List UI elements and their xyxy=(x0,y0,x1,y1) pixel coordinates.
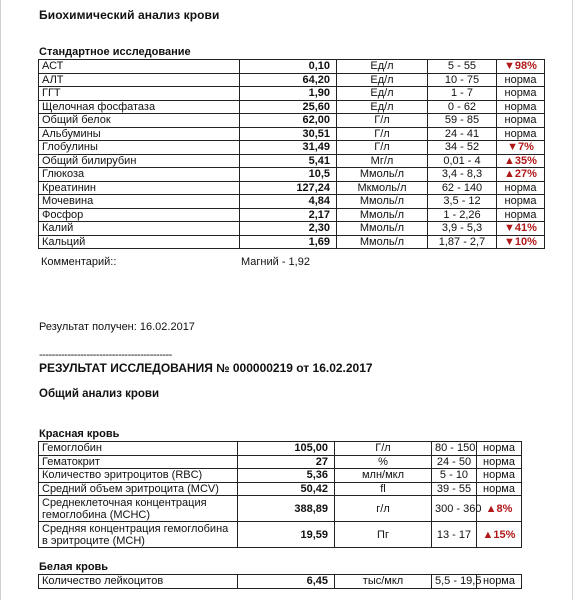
cbc-title: Общий анализ крови xyxy=(39,388,160,400)
test-name-cell: АСТ xyxy=(39,60,240,74)
table-row xyxy=(39,100,545,114)
test-unit-cell: г/л xyxy=(335,496,432,522)
comment-text: Магний - 1,92 xyxy=(241,256,310,268)
status-flag-cell: норма xyxy=(497,181,545,195)
status-flag-cell: норма xyxy=(477,575,522,589)
reference-range-cell: 10 - 75 xyxy=(428,73,497,87)
test-unit-cell: Г/л xyxy=(335,442,432,456)
table-row xyxy=(39,60,545,74)
test-value-cell: 25,60 xyxy=(240,100,337,114)
test-value-cell: 6,45 xyxy=(238,575,335,589)
test-value-cell: 5,36 xyxy=(238,469,335,483)
table-row xyxy=(39,235,545,249)
test-value-cell: 105,00 xyxy=(238,442,335,456)
table-row xyxy=(39,73,545,87)
reference-range-cell: 59 - 85 xyxy=(428,114,497,128)
test-value-cell: 4,84 xyxy=(240,195,337,209)
test-value-cell: 1,69 xyxy=(240,235,337,249)
status-flag-cell: ▼10% xyxy=(497,235,545,249)
test-unit-cell: Мкмоль/л xyxy=(337,181,428,195)
table-row xyxy=(39,496,522,522)
status-flag-cell: норма xyxy=(477,482,522,496)
status-flag-cell: норма xyxy=(497,73,545,87)
test-unit-cell: тыс/мкл xyxy=(335,575,432,589)
test-unit-cell: Ммоль/л xyxy=(337,208,428,222)
test-unit-cell: Мг/л xyxy=(337,154,428,168)
test-name-cell: Фосфор xyxy=(39,208,240,222)
test-name-cell: АЛТ xyxy=(39,73,240,87)
test-value-cell: 30,51 xyxy=(240,127,337,141)
red-blood-section-label: Красная кровь xyxy=(39,428,120,440)
biochem-section-label: Стандартное исследование xyxy=(39,46,191,58)
test-name-cell: Гематокрит xyxy=(39,455,238,469)
table-row xyxy=(39,455,522,469)
biochem-title: Биохимический анализ крови xyxy=(39,8,220,22)
result-heading: РЕЗУЛЬТАТ ИССЛЕДОВАНИЯ № 000000219 от 16.02.2017 xyxy=(39,361,373,375)
table-row xyxy=(39,195,545,209)
test-unit-cell: Г/л xyxy=(337,114,428,128)
test-unit-cell: Ед/л xyxy=(337,60,428,74)
table-row xyxy=(39,87,545,101)
reference-range-cell: 0,01 - 4 xyxy=(428,154,497,168)
test-unit-cell: млн/мкл xyxy=(335,469,432,483)
test-unit-cell: Ммоль/л xyxy=(337,235,428,249)
reference-range-cell: 3,4 - 8,3 xyxy=(428,168,497,182)
test-name-cell: Гемоглобин xyxy=(39,442,238,456)
reference-range-cell: 39 - 55 xyxy=(432,482,477,496)
status-flag-cell: ▼41% xyxy=(497,222,545,236)
test-name-cell: Кальций xyxy=(39,235,240,249)
test-unit-cell: Пг xyxy=(335,522,432,548)
reference-range-cell: 0 - 62 xyxy=(428,100,497,114)
test-value-cell: 0,10 xyxy=(240,60,337,74)
test-value-cell: 27 xyxy=(238,455,335,469)
reference-range-cell: 300 - 360 xyxy=(432,496,477,522)
test-unit-cell: Г/л xyxy=(337,141,428,155)
test-unit-cell: fl xyxy=(335,482,432,496)
reference-range-cell: 3,9 - 5,3 xyxy=(428,222,497,236)
table-row xyxy=(39,208,545,222)
table-row xyxy=(39,181,545,195)
test-unit-cell: % xyxy=(335,455,432,469)
biochem-table xyxy=(38,59,545,249)
status-flag-cell: ▲15% xyxy=(477,522,522,548)
table-row xyxy=(39,442,522,456)
status-flag-cell: ▲35% xyxy=(497,154,545,168)
test-value-cell: 2,17 xyxy=(240,208,337,222)
test-name-cell: Альбумины xyxy=(39,127,240,141)
test-name-cell: Количество эритроцитов (RBC) xyxy=(39,469,238,483)
reference-range-cell: 34 - 52 xyxy=(428,141,497,155)
test-value-cell: 127,24 xyxy=(240,181,337,195)
result-date: Результат получен: 16.02.2017 xyxy=(39,321,195,333)
status-flag-cell: норма xyxy=(477,442,522,456)
red-blood-table xyxy=(38,441,522,548)
test-unit-cell: Ед/л xyxy=(337,100,428,114)
test-name-cell: Щелочная фосфатаза xyxy=(39,100,240,114)
test-name-cell: Средний объем эритроцита (MCV) xyxy=(39,482,238,496)
status-flag-cell: норма xyxy=(497,87,545,101)
white-blood-table xyxy=(38,574,522,589)
reference-range-cell: 5 - 10 xyxy=(432,469,477,483)
test-value-cell: 1,90 xyxy=(240,87,337,101)
test-name-cell: ГГТ xyxy=(39,87,240,101)
test-name-cell: Количество лейкоцитов xyxy=(39,575,238,589)
table-row xyxy=(39,141,545,155)
separator-line: ------------------------------------------ xyxy=(39,349,172,361)
test-value-cell: 31,49 xyxy=(240,141,337,155)
reference-range-cell: 5,5 - 19,5 xyxy=(432,575,477,589)
table-row xyxy=(39,127,545,141)
test-name-cell: Калий xyxy=(39,222,240,236)
test-name-cell: Креатинин xyxy=(39,181,240,195)
table-row xyxy=(39,154,545,168)
test-name-cell: Глобулины xyxy=(39,141,240,155)
status-flag-cell: норма xyxy=(497,100,545,114)
test-name-cell: Мочевина xyxy=(39,195,240,209)
test-unit-cell: Ед/л xyxy=(337,87,428,101)
status-flag-cell: ▲27% xyxy=(497,168,545,182)
test-value-cell: 388,89 xyxy=(238,496,335,522)
test-unit-cell: Г/л xyxy=(337,127,428,141)
test-value-cell: 62,00 xyxy=(240,114,337,128)
reference-range-cell: 5 - 55 xyxy=(428,60,497,74)
table-row xyxy=(39,522,522,548)
test-unit-cell: Ед/л xyxy=(337,73,428,87)
test-name-cell: Глюкоза xyxy=(39,168,240,182)
reference-range-cell: 1,87 - 2,7 xyxy=(428,235,497,249)
test-name-cell: Общий белок xyxy=(39,114,240,128)
test-value-cell: 19,59 xyxy=(238,522,335,548)
status-flag-cell: норма xyxy=(477,455,522,469)
reference-range-cell: 3,5 - 12 xyxy=(428,195,497,209)
status-flag-cell: норма xyxy=(497,127,545,141)
comment-label: Комментарий:: xyxy=(41,256,117,268)
reference-range-cell: 80 - 150 xyxy=(432,442,477,456)
white-blood-section-label: Белая кровь xyxy=(39,561,109,573)
test-value-cell: 64,20 xyxy=(240,73,337,87)
table-row xyxy=(39,469,522,483)
reference-range-cell: 1 - 7 xyxy=(428,87,497,101)
table-row xyxy=(39,482,522,496)
test-value-cell: 10,5 xyxy=(240,168,337,182)
test-value-cell: 5,41 xyxy=(240,154,337,168)
table-row xyxy=(39,222,545,236)
test-value-cell: 50,42 xyxy=(238,482,335,496)
reference-range-cell: 13 - 17 xyxy=(432,522,477,548)
status-flag-cell: норма xyxy=(497,114,545,128)
status-flag-cell: норма xyxy=(497,208,545,222)
table-row xyxy=(39,168,545,182)
reference-range-cell: 24 - 41 xyxy=(428,127,497,141)
reference-range-cell: 1 - 2,26 xyxy=(428,208,497,222)
status-flag-cell: норма xyxy=(497,195,545,209)
status-flag-cell: норма xyxy=(477,469,522,483)
test-unit-cell: Ммоль/л xyxy=(337,168,428,182)
test-unit-cell: Ммоль/л xyxy=(337,195,428,209)
test-value-cell: 2,30 xyxy=(240,222,337,236)
reference-range-cell: 62 - 140 xyxy=(428,181,497,195)
status-flag-cell: ▼98% xyxy=(497,60,545,74)
test-name-cell: Средняя концентрация гемоглобина в эритроците (МСН) xyxy=(39,522,238,548)
table-row xyxy=(39,114,545,128)
table-row xyxy=(39,575,522,589)
reference-range-cell: 24 - 50 xyxy=(432,455,477,469)
test-name-cell: Общий билирубин xyxy=(39,154,240,168)
status-flag-cell: ▲8% xyxy=(477,496,522,522)
test-name-cell: Среднеклеточная концентрация гемоглобина (МСНС) xyxy=(39,496,238,522)
test-unit-cell: Ммоль/л xyxy=(337,222,428,236)
status-flag-cell: ▼7% xyxy=(497,141,545,155)
